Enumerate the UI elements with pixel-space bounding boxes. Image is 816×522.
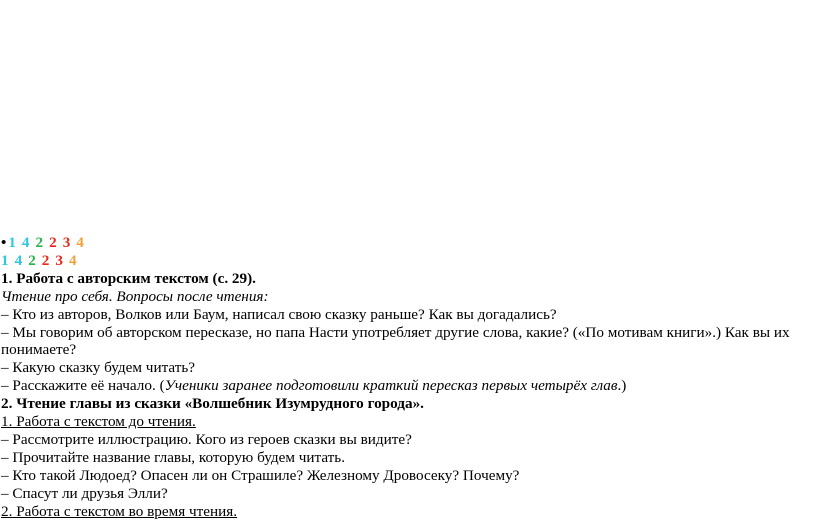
question-line: – Прочитайте название главы, которую будем читать. — [1, 448, 346, 466]
bullet-icon: • — [1, 234, 7, 251]
colored-number: 4 — [68, 251, 77, 269]
colored-number: 4 — [14, 251, 23, 269]
colored-number: 1 — [8, 234, 16, 251]
question-text: .) — [617, 377, 627, 395]
section-heading: 2. Чтение главы из сказки «Волшебник Изумрудного города». — [1, 395, 424, 413]
subsection-heading: 1. Работа с текстом до чтения. — [1, 413, 196, 431]
number-row — [1, 252, 816, 270]
subsection-heading: 2. Работа с текстом во время чтения. — [1, 502, 238, 520]
colored-number: 3 — [62, 234, 71, 251]
question-text: – Расскажите её начало. ( — [1, 377, 165, 395]
colored-number: 2 — [41, 251, 50, 269]
colored-number: 2 — [28, 251, 36, 269]
question-line: – Спасут ли друзья Элли? — [1, 484, 168, 502]
colored-number: 2 — [49, 234, 57, 251]
colored-number: 1 — [1, 251, 9, 269]
question-line: – Кто такой Людоед? Опасен ли он Страшиле? Железному Дровосеку? Почему? — [1, 466, 520, 484]
question-line: – Мы говорим об авторском пересказе, но папа Насти употребляет другие слова, какие? («По мотивам книги».) Как вы их понимаете? — [1, 323, 790, 359]
colored-number: 3 — [55, 251, 63, 269]
question-line: – Кто из авторов, Волков или Баум, написал свою сказку раньше? Как вы догадались? — [1, 305, 557, 323]
document-body — [1, 234, 816, 520]
question-line — [1, 377, 816, 395]
number-row — [1, 234, 816, 252]
colored-number: 4 — [76, 234, 84, 251]
question-line: – Рассмотрите иллюстрацию. Кого из героев сказки вы видите? — [1, 430, 412, 448]
colored-number: 4 — [21, 234, 30, 251]
section-subheading: Чтение про себя. Вопросы после чтения: — [1, 287, 269, 305]
colored-number: 2 — [35, 234, 44, 251]
question-note: Ученики заранее подготовили краткий пересказ первых четырёх глав — [164, 377, 618, 395]
section-heading: 1. Работа с авторским текстом (с. 29). — [1, 269, 256, 287]
question-line: – Какую сказку будем читать? — [1, 359, 196, 377]
